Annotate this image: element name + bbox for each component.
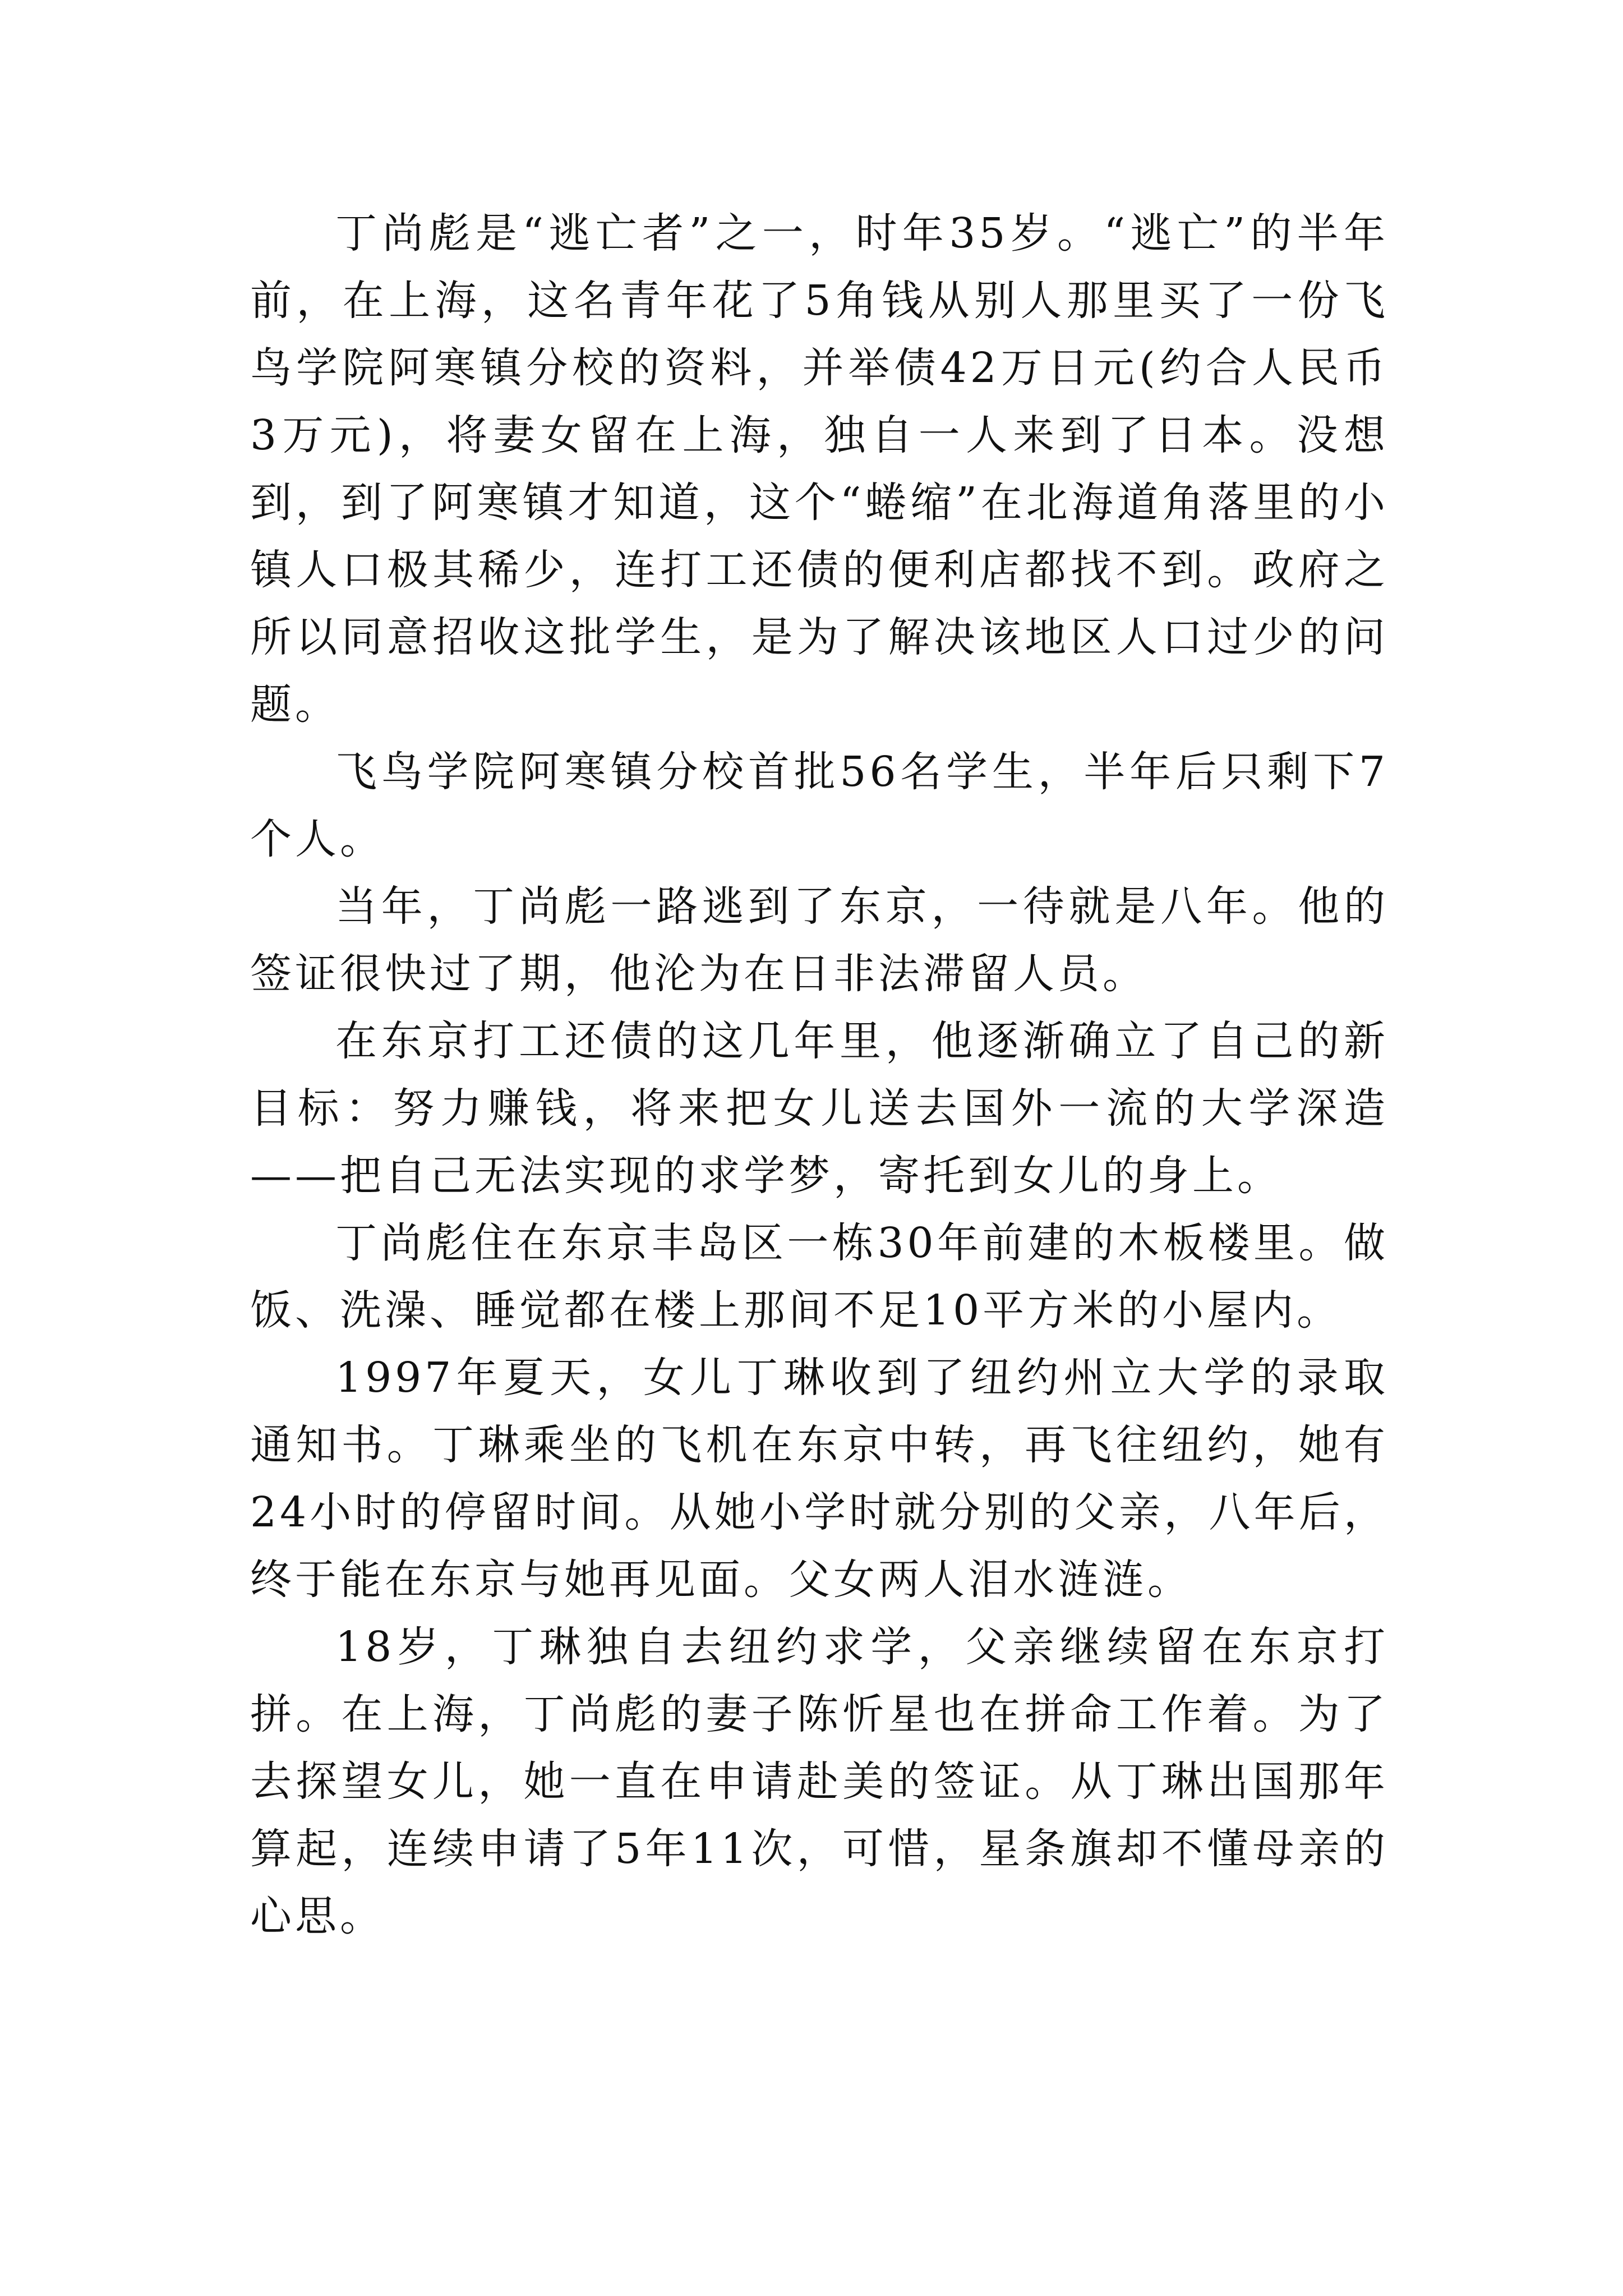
- paragraph: 当年，丁尚彪一路逃到了东京，一待就是八年。他的签证很快过了期，他沦为在日非法滞留人员。: [250, 882, 1389, 998]
- article-body: [250, 200, 1389, 1950]
- paragraph: 18岁，丁琳独自去纽约求学，父亲继续留在东京打拼。在上海，丁尚彪的妻子陈忻星也在拼命工作着。为了去探望女儿，她一直在申请赴美的签证。从丁琳出国那年算起，连续申请了5年11次，可惜，星条旗却不懂母亲的心思。: [250, 1623, 1389, 1940]
- paragraph: 丁尚彪住在东京丰岛区一栋30年前建的木板楼里。做饭、洗澡、睡觉都在楼上那间不足10平方米的小屋内。: [250, 1219, 1389, 1335]
- paragraph: 1997年夏天，女儿丁琳收到了纽约州立大学的录取通知书。丁琳乘坐的飞机在东京中转，再飞往纽约，她有24小时的停留时间。从她小学时就分别的父亲，八年后，终于能在东京与她再见面。父女两人泪水涟涟。: [250, 1354, 1389, 1604]
- paragraph: 在东京打工还债的这几年里，他逐渐确立了自己的新目标：努力赚钱，将来把女儿送去国外一流的大学深造——把自己无法实现的求学梦，寄托到女儿的身上。: [250, 1017, 1389, 1200]
- paragraph: 丁尚彪是“逃亡者”之一，时年35岁。“逃亡”的半年前，在上海，这名青年花了5角钱从别人那里买了一份飞鸟学院阿寒镇分校的资料，并举债42万日元(约合人民币3万元)，将妻女留在上海，独自一人来到了日本。没想到，到了阿寒镇才知道，这个“蜷缩”在北海道角落里的小镇人口极其稀少，连打工还债的便利店都找不到。政府之所以同意招收这批学生，是为了解决该地区人口过少的问题。: [250, 209, 1389, 729]
- paragraph: 飞鸟学院阿寒镇分校首批56名学生，半年后只剩下7个人。: [250, 748, 1389, 863]
